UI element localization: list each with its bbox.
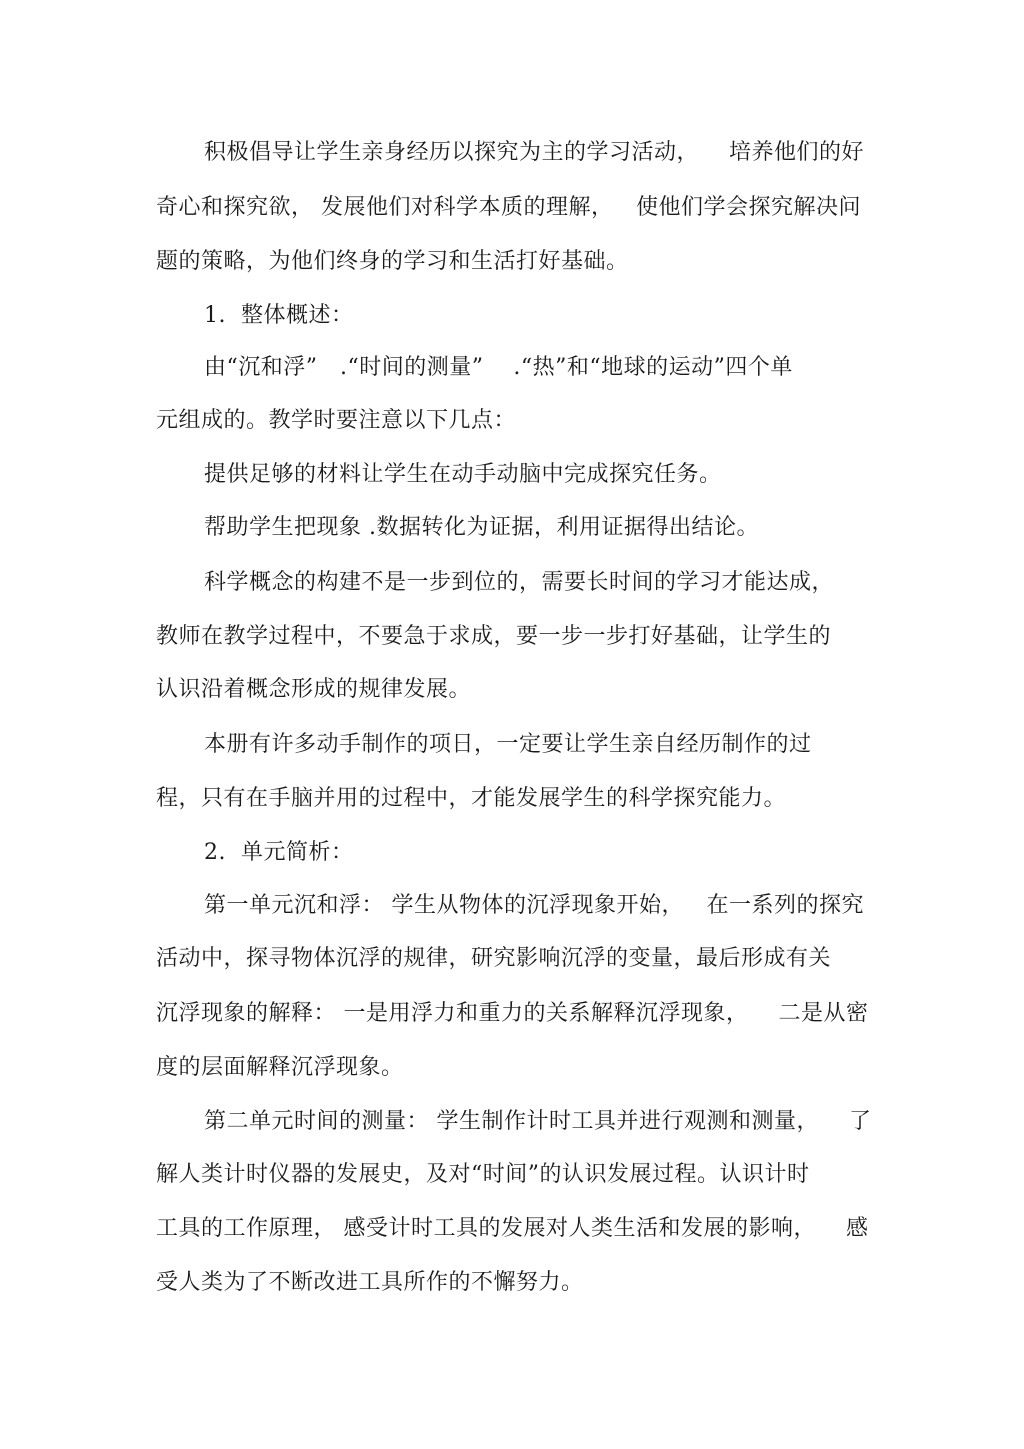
text-line: 积极倡导让学生亲身经历以探究为主的学习活动， 培养他们的好 — [204, 140, 864, 165]
text-line: 沉浮现象的解释： 一是用浮力和重力的关系解释沉浮现象， 二是从密 — [156, 1001, 869, 1026]
text-line: 工具的工作原理， 感受计时工具的发展对人类生活和发展的影响， 感 — [156, 1216, 869, 1241]
text-line: 提供足够的材料让学生在动手动脑中完成探究任务。 — [204, 462, 722, 487]
section-heading: 2. 单元简析： — [204, 840, 354, 865]
text-line: 第二单元时间的测量： 学生制作计时工具并进行观测和测量， 了 — [204, 1109, 872, 1134]
text-line: 奇心和探究欲， 发展他们对科学本质的理解， 使他们学会探究解决问 — [156, 195, 861, 220]
text-line: 本册有许多动手制作的项日，一定要让学生亲自经历制作的过 — [204, 732, 812, 757]
text-line: 题的策略，为他们终身的学习和生活打好基础。 — [156, 249, 629, 274]
text-line: 活动中，探寻物体沉浮的规律，研究影响沉浮的变量，最后形成有关 — [156, 946, 832, 971]
text-line: 科学概念的构建不是一步到位的，需要长时间的学习才能达成， — [204, 570, 835, 595]
text-line: 第一单元沉和浮： 学生从物体的沉浮现象开始， 在一系列的探究 — [204, 893, 864, 918]
text-line: 解人类计时仪器的发展史，及对“时间”的认识发展过程。认识计时 — [156, 1162, 810, 1187]
text-line: 认识沿着概念形成的规律发展。 — [156, 677, 472, 702]
text-line: 教师在教学过程中，不要急于求成，要一步一步打好基础，让学生的 — [156, 624, 832, 649]
text-line: 元组成的。教学时要注意以下几点： — [156, 408, 517, 433]
text-line: 度的层面解释沉浮现象。 — [156, 1055, 404, 1080]
section-heading: 1. 整体概述： — [204, 303, 354, 328]
text-line: 帮助学生把现象 .数据转化为证据，利用证据得出结论。 — [204, 515, 759, 540]
text-line: 受人类为了不断改进工具所作的不懈努力。 — [156, 1270, 584, 1295]
text-line: 由“沉和浮” .“时间的测量” .“热”和“地球的运动”四个单 — [204, 355, 793, 380]
text-line: 程，只有在手脑并用的过程中，才能发展学生的科学探究能力。 — [156, 786, 787, 811]
